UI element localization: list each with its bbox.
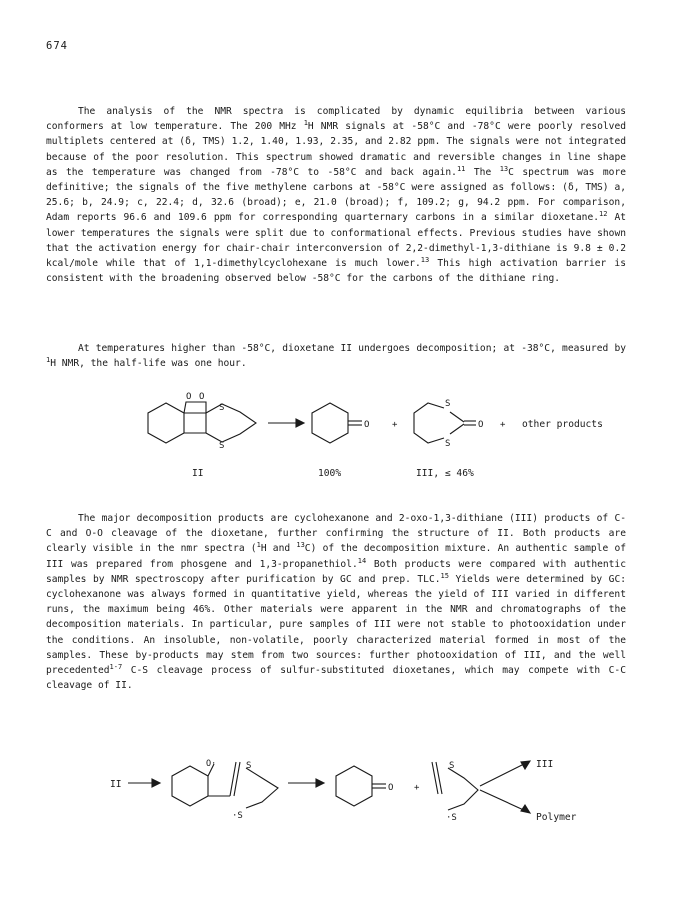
branch-arrow-iii: [480, 762, 528, 786]
branch-arrow-polymer: [480, 790, 528, 812]
scheme2-ketone-oxygen: O: [388, 783, 394, 793]
fragment-s-bottom: ·S: [446, 813, 457, 823]
atom-s-top: S: [219, 403, 225, 413]
atom-s-bottom: S: [219, 441, 225, 451]
plus-sign-2: +: [500, 420, 506, 430]
decomposition-scheme: [0, 388, 679, 458]
open-dithiane-chain: [246, 768, 278, 808]
cs-cleavage-scheme: [0, 758, 679, 828]
ketone-oxygen: O: [364, 420, 370, 430]
oxygen-radical: O·: [206, 759, 217, 769]
paragraph-nmr-analysis: The analysis of the NMR spectra is complicated by dynamic equilibria between various conformers at low temperature. The 200 MHz $^1$H NMR signals at -58°C and -78°C were poorly resolved multiplets centered at (δ, TMS) 1.2, 1.40, 1.93, 2.35, and 2.82 ppm. The signals were not integrated because of the poor resolution. This spectrum showed dramatic and reversible changes in line shape as the temperature was changed from -78°C to -58°C and back again.$^{11}$ The $^{13}$C spectrum was more definitive; the signals of the five methylene carbons at -58°C were assigned as follows: (δ, TMS) a, 25.6; b, 24.9; c, 22.4; d, 32.6 (broad); e, 21.0 (broad); f, 109.2; g, 94.2 ppm. For comparison, Adam reports 96.6 and 109.6 ppm for corresponding quarternary carbons in a similar dioxetane.$^{12}$ At lower temperatures the signals were split due to conformational effects. Previous studies have shown that the activation energy for chair-chair interconversion of 2,2-dimethyl-1,3-dithiane is 9.8 ± 0.2 kcal/mole while that of 1,1-dimethylcyclohexane is much lower.$^{13}$ This high activation barrier is consistent with the broadening observed below -58°C for the carbons of the dithiane ring.: [46, 106, 627, 285]
start-compound-ii: II: [110, 779, 122, 790]
dithiane-oxygen: O: [478, 420, 484, 430]
scheme2-plus-sign: +: [414, 783, 420, 793]
paragraph-decomposition-products: The major decomposition products are cyclohexanone and 2-oxo-1,3-dithiane (III) products of C-C and O-O cleavage of the dioxetane, further confirming the structure of II. Both products are clearly visible in the nmr spectra ($^1$H and $^{13}$C) of the decomposition mixture. An authentic sample of III was prepared from phosgene and 1,3-propanethiol.$^{14}$ Both products were compared with authentic samples by NMR spectroscopy after purification by GC and prep. TLC.$^{15}$ Yields were determined by GC: cyclohexanone was always formed in quantitative yield, whereas the yield of III varied in different runs, the maximum being 46%. Other materials were apparent in the NMR and chromatographs of the decomposition materials. In particular, pure samples of III were not stable to photooxidation under the conditions. An insoluble, non-volatile, poorly characterized material formed in most of the samples. These by-products may stem from two sources: further photooxidation of III, and the well precedented$^{1-7}$ C-S cleavage process of sulfur-substituted dioxetanes, which may compete with C-C cleavage of II.: [46, 513, 627, 692]
dithiane-ring-ii: [206, 404, 256, 442]
page-number: 674: [46, 40, 68, 52]
plus-sign-1: +: [392, 420, 398, 430]
product-iii-label: III: [536, 759, 554, 770]
cyclohexanone-ring: [312, 403, 348, 443]
atom-o2: O: [199, 392, 205, 402]
scheme2-s-top: S: [246, 761, 252, 771]
product-polymer-label: Polymer: [536, 812, 577, 823]
dioxetane-ring: [184, 402, 206, 413]
cyclohexanone-ring-2: [336, 766, 372, 806]
yield-label-iii: III, ≤ 46%: [416, 468, 474, 479]
atom-o1: O: [186, 392, 192, 402]
cyclohexane-ring-ii: [148, 403, 184, 443]
compound-label-ii: II: [192, 468, 204, 479]
yield-label-cyclohexanone: 100%: [318, 468, 342, 479]
paragraph-decomposition-temperature: At temperatures higher than -58°C, dioxetane II undergoes decomposition; at -38°C, measured by $^1$H NMR, the half-life was one hour.: [46, 343, 626, 370]
fragment-s-top: S: [449, 761, 455, 771]
dithiane-s-bottom: S: [445, 439, 451, 449]
cyclohexane-ring-radical: [172, 766, 208, 806]
thiocarbonyl-fragment: [448, 768, 478, 810]
dithiane-ring-iii: [414, 403, 444, 443]
other-products-label: other products: [522, 419, 603, 430]
scheme2-s-bottom: ·S: [232, 811, 243, 821]
dithiane-s-top: S: [445, 399, 451, 409]
